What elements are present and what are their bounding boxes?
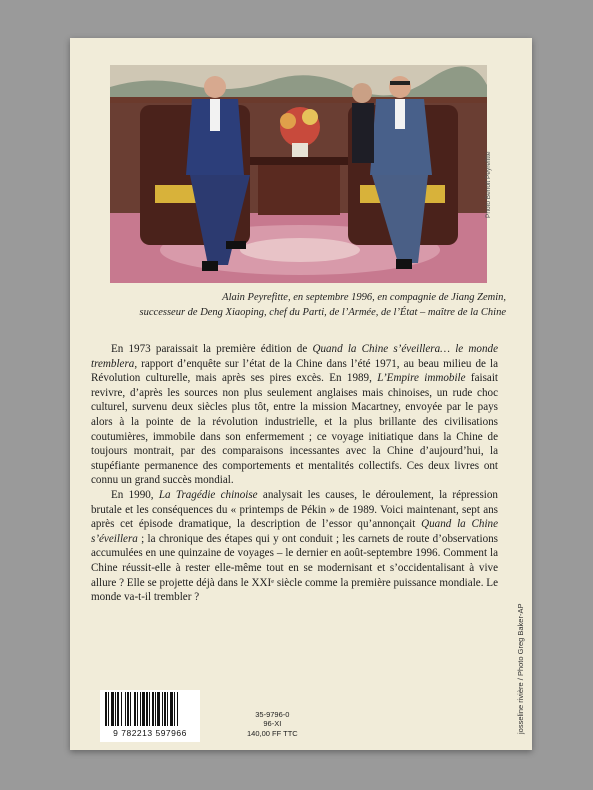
blurb-text: faisait revivre, d’après les sources non plus seulement anglaises mais chinoises, un rude choc culturel, survenu deux siècles plus tôt, entre la mission Macartney, envoyée par le pays alors à la pointe de la révolution industrielle, et la plus brillante des civilisations coutumières, immobile dans son enfermement ; ce voyage initiatique dans la Chine de toujours montrait, par des comparaisons incessantes avec la Chine d’aujourd’hui, la stupéfiante permanence des comportements et mentalités collectifs. Ces deux livres ont connu un grand succès mondial.	[91, 372, 498, 487]
book-title-italic: La Tragédie chinoise	[158, 488, 258, 501]
isbn-barcode	[100, 690, 200, 742]
caption-line-2: successeur de Deng Xiaoping, chef du Parti, de l’Armée, de l’État – maître de la Chine	[139, 307, 506, 318]
book-title-italic: Quand la Chine s’éveillera	[91, 518, 498, 545]
cover-photo	[110, 65, 487, 283]
edition-code: 96-XI	[263, 719, 282, 729]
caption-line-1: Alain Peyrefitte, en septembre 1996, en compagnie de Jiang Zemin,	[222, 292, 506, 303]
book-title-italic: L’Empire immobile	[377, 372, 466, 385]
blurb	[91, 342, 498, 605]
blurb-paragraph-2	[91, 488, 498, 605]
photo-credit: Photo Benoit Peyrefitte	[485, 151, 492, 218]
price-block	[247, 710, 298, 738]
blurb-text: ; la chronique des étapes qui y ont conduit ; les carnets de route d’observations accumulées en une quinzaine de voyages – le dernier en août-septembre 1996. Comment la Chine réussit-elle à rester elle-même tout en se modernisant et s’occidentalisant à vive allure ? Elle se projette déjà dans le XXIᵉ siècle comme la première puissance mondiale. Le monde va-t-il trembler ?	[91, 532, 498, 604]
blurb-text: En 1990,	[111, 488, 159, 501]
blurb-text: En 1973 paraissait la première édition de	[111, 343, 313, 355]
blurb-paragraph-1	[91, 342, 498, 488]
blurb-text: , rapport d’enquête sur l’état de la Chine dans l’été 1971, au beau milieu de la Révolution culturelle, mais après ses pires excès. En 1989,	[91, 357, 498, 385]
price: 140,00 FF TTC	[247, 728, 298, 738]
book-back-cover	[70, 38, 532, 750]
photo-two-men-seated	[110, 65, 487, 283]
photo-caption	[90, 290, 506, 320]
barcode-bars-icon	[103, 690, 197, 728]
product-code: 35-9796-0	[255, 710, 290, 719]
barcode-digits: 9 782213 597966	[113, 728, 187, 738]
book-title-italic: Quand la Chine s’éveillera… le monde tremblera	[91, 343, 498, 370]
blurb-text: analysait les causes, le déroulement, la répression brutale et les conséquences du « printemps de Pékin » de 1989. Voici maintenant, sept ans après cet épisode dramatique, la description de l’essor qu’annonçait	[91, 488, 498, 531]
design-photo-credit: josseline rivière / Photo Greg Baker-AP	[516, 603, 525, 734]
